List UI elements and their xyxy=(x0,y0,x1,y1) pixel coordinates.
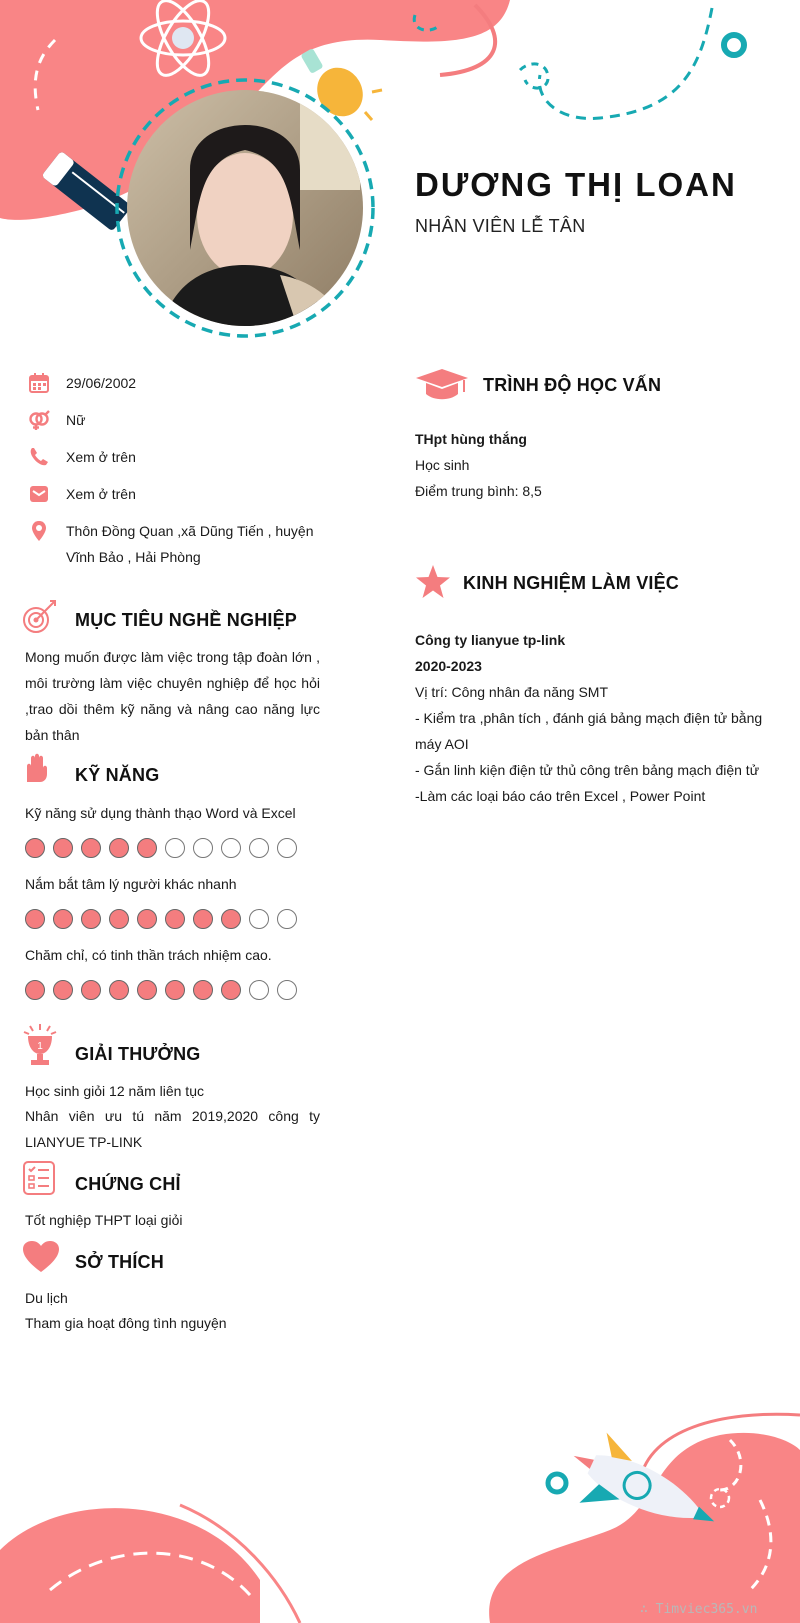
experience-position: Vị trí: Công nhân đa năng SMT xyxy=(415,684,608,700)
footer-decoration xyxy=(0,1380,800,1623)
rating-dot-empty xyxy=(249,838,269,858)
objective-text: Mong muốn được làm việc trong tập đoàn lớn , môi trường làm việc chuyên nghiệp để học hỏi ,trao dồi thêm kỹ năng và nâng cao năng lực bản thân xyxy=(25,649,320,743)
rating-dot-filled xyxy=(137,980,157,1000)
education-major: Học sinh xyxy=(415,457,470,473)
rating-dot-filled xyxy=(53,909,73,929)
hand-icon xyxy=(22,752,50,784)
objective-title: MỤC TIÊU NGHỀ NGHIỆP xyxy=(75,610,298,630)
rating-dot-filled xyxy=(81,838,101,858)
hobby-item: Tham gia hoạt đông tình nguyện xyxy=(25,1315,227,1331)
rating-dot-empty xyxy=(277,980,297,1000)
skill-rating xyxy=(25,838,297,858)
skill-label: Chăm chỉ, có tinh thần trách nhiệm cao. xyxy=(25,947,272,963)
star-icon xyxy=(414,564,452,600)
rating-dot-filled xyxy=(25,909,45,929)
education-school: THpt hùng thắng xyxy=(415,431,527,447)
email-value: Xem ở trên xyxy=(66,486,136,502)
skill-rating xyxy=(25,980,297,1000)
trophy-icon xyxy=(22,1022,58,1068)
skill-label: Nắm bắt tâm lý người khác nhanh xyxy=(25,876,237,892)
rating-dot-filled xyxy=(81,980,101,1000)
rating-dot-filled xyxy=(193,909,213,929)
award-item: Học sinh giỏi 12 năm liên tục xyxy=(25,1083,204,1099)
skill-label: Kỹ năng sử dụng thành thạo Word và Excel xyxy=(25,805,296,821)
address-value: Thôn Đồng Quan ,xã Dũng Tiến , huyện Vĩnh Bảo , Hải Phòng xyxy=(66,523,314,565)
svg-text:1: 1 xyxy=(37,1041,43,1052)
rating-dot-filled xyxy=(137,909,157,929)
info-address xyxy=(28,518,328,570)
experience-company: Công ty lianyue tp-link xyxy=(415,632,566,648)
rating-dot-filled xyxy=(109,909,129,929)
rating-dot-filled xyxy=(221,980,241,1000)
awards-title: GIẢI THƯỞNG xyxy=(75,1044,201,1064)
watermark: ∴ Timviec365.vn xyxy=(640,1602,758,1617)
skill-rating xyxy=(25,909,297,929)
rating-dot-filled xyxy=(53,838,73,858)
phone-value: Xem ở trên xyxy=(66,449,136,465)
rating-dot-filled xyxy=(193,980,213,1000)
rating-dot-filled xyxy=(109,980,129,1000)
candidate-name: DƯƠNG THỊ LOAN xyxy=(415,166,737,203)
experience-period: 2020-2023 xyxy=(415,658,482,674)
rating-dot-empty xyxy=(249,980,269,1000)
heart-icon xyxy=(22,1240,60,1274)
birthday-value: 29/06/2002 xyxy=(66,375,137,391)
rating-dot-empty xyxy=(193,838,213,858)
rating-dot-filled xyxy=(165,909,185,929)
certificate-item: Tốt nghiệp THPT loại giỏi xyxy=(25,1212,183,1228)
experience-duty: - Gắn linh kiện điện tử thủ công trên bảng mạch điện tử xyxy=(415,762,760,778)
rating-dot-empty xyxy=(277,909,297,929)
phone-icon xyxy=(28,446,50,468)
calendar-icon xyxy=(28,372,50,394)
certificates-title: CHỨNG CHỈ xyxy=(75,1174,181,1194)
gender-icon xyxy=(28,409,50,431)
experience-duty: -Làm các loại báo cáo trên Excel , Power Point xyxy=(415,788,706,804)
rating-dot-filled xyxy=(25,980,45,1000)
rating-dot-filled xyxy=(109,838,129,858)
experience-title: KINH NGHIỆM LÀM VIỆC xyxy=(463,573,680,593)
checklist-icon xyxy=(22,1160,56,1196)
education-title: TRÌNH ĐỘ HỌC VẤN xyxy=(483,375,662,395)
rating-dot-filled xyxy=(221,909,241,929)
info-email xyxy=(28,481,328,507)
info-birthday xyxy=(28,370,328,396)
skills-title: KỸ NĂNG xyxy=(75,765,160,785)
gender-value: Nữ xyxy=(66,412,86,428)
education-gpa: Điểm trung bình: 8,5 xyxy=(415,483,542,499)
experience-duty: - Kiểm tra ,phân tích , đánh giá bảng mạch điện tử bằng máy AOI xyxy=(415,710,763,752)
graduation-cap-icon xyxy=(414,368,470,402)
location-pin-icon xyxy=(28,520,50,542)
rating-dot-filled xyxy=(25,838,45,858)
rating-dot-empty xyxy=(221,838,241,858)
rating-dot-filled xyxy=(53,980,73,1000)
info-phone xyxy=(28,444,328,470)
rating-dot-empty xyxy=(165,838,185,858)
candidate-title: NHÂN VIÊN LỄ TÂN xyxy=(415,216,586,236)
hobby-item: Du lịch xyxy=(25,1290,68,1306)
rating-dot-filled xyxy=(165,980,185,1000)
hobbies-title: SỞ THÍCH xyxy=(75,1252,164,1272)
award-item: Nhân viên ưu tú năm 2019,2020 công ty LIANYUE TP-LINK xyxy=(25,1108,320,1150)
rating-dot-empty xyxy=(249,909,269,929)
rating-dot-filled xyxy=(81,909,101,929)
rating-dot-filled xyxy=(137,838,157,858)
target-icon xyxy=(22,598,58,634)
email-icon xyxy=(28,483,50,505)
rating-dot-empty xyxy=(277,838,297,858)
info-gender xyxy=(28,407,328,433)
